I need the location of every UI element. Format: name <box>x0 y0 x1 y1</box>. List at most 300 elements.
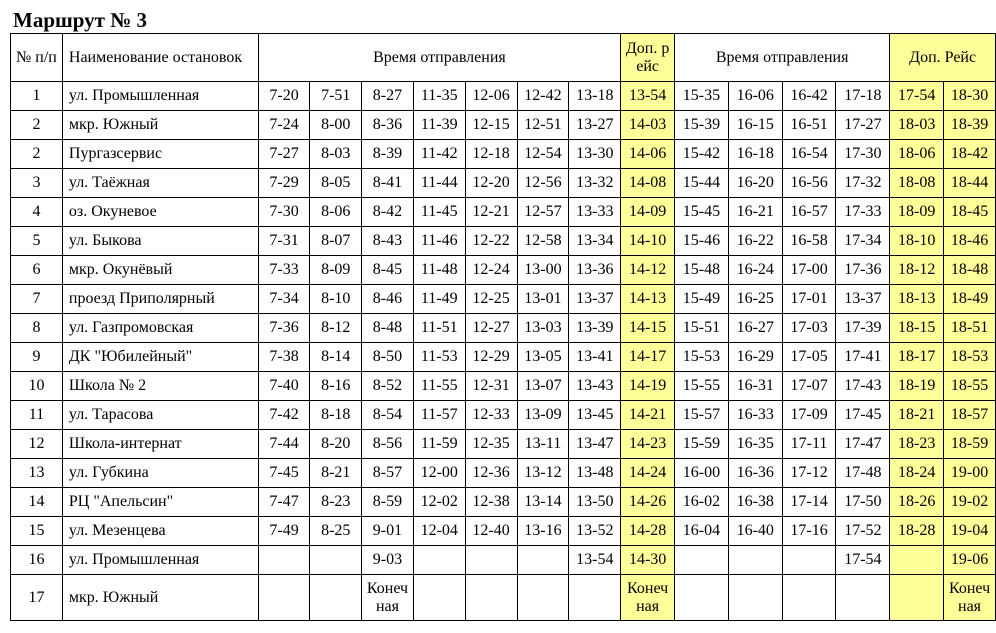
departure-time-cell: 17-12 <box>782 459 836 488</box>
departure-time-cell: 16-04 <box>675 517 729 546</box>
table-row <box>11 169 996 198</box>
departure-time-cell: 16-22 <box>728 227 782 256</box>
departure-time-cell: 11-46 <box>413 227 465 256</box>
departure-time-cell: 8-57 <box>362 459 414 488</box>
table-row <box>11 256 996 285</box>
departure-time-cell: 14-17 <box>621 343 675 372</box>
departure-time-cell: 13-01 <box>517 285 569 314</box>
departure-time-cell: 18-30 <box>944 82 996 111</box>
departure-time-cell: 9-03 <box>362 546 414 575</box>
departure-time-cell: 11-51 <box>413 314 465 343</box>
departure-time-cell: 17-00 <box>782 256 836 285</box>
table-row <box>11 517 996 546</box>
departure-time-cell <box>413 546 465 575</box>
departure-time-cell: 18-53 <box>944 343 996 372</box>
departure-time-cell: 8-14 <box>310 343 362 372</box>
header-num: № п/п <box>11 34 63 82</box>
departure-time-cell: Конечная <box>362 575 414 621</box>
departure-time-cell: 8-00 <box>310 111 362 140</box>
table-row <box>11 459 996 488</box>
departure-time-cell: 12-02 <box>413 488 465 517</box>
departure-time-cell: 17-18 <box>836 82 890 111</box>
stop-name: ул. Мезенцева <box>62 517 258 546</box>
departure-time-cell: 12-56 <box>517 169 569 198</box>
departure-time-cell: 12-51 <box>517 111 569 140</box>
departure-time-cell: 13-11 <box>517 430 569 459</box>
departure-time-cell: 18-51 <box>944 314 996 343</box>
departure-time-cell: 15-42 <box>675 140 729 169</box>
departure-time-cell: 13-52 <box>569 517 621 546</box>
departure-time-cell: 17-14 <box>782 488 836 517</box>
departure-time-cell <box>890 575 944 621</box>
departure-time-cell: 17-43 <box>836 372 890 401</box>
departure-time-cell: 8-06 <box>310 198 362 227</box>
departure-time-cell: 7-49 <box>258 517 310 546</box>
stop-number: 15 <box>11 517 63 546</box>
departure-time-cell: 17-39 <box>836 314 890 343</box>
departure-time-cell: 16-35 <box>728 430 782 459</box>
departure-time-cell: 14-06 <box>621 140 675 169</box>
departure-time-cell: 13-48 <box>569 459 621 488</box>
departure-time-cell: 17-36 <box>836 256 890 285</box>
departure-time-cell: 11-57 <box>413 401 465 430</box>
departure-time-cell <box>890 546 944 575</box>
departure-time-cell: 18-13 <box>890 285 944 314</box>
departure-time-cell: 8-54 <box>362 401 414 430</box>
stop-name: мкр. Южный <box>62 111 258 140</box>
departure-time-cell: 14-10 <box>621 227 675 256</box>
departure-time-cell: 19-00 <box>944 459 996 488</box>
stop-number: 14 <box>11 488 63 517</box>
departure-time-cell: 13-43 <box>569 372 621 401</box>
departure-time-cell: 11-42 <box>413 140 465 169</box>
stop-name: ул. Газпромовская <box>62 314 258 343</box>
stop-name: Школа № 2 <box>62 372 258 401</box>
departure-time-cell: 8-16 <box>310 372 362 401</box>
page-title: Маршрут № 3 <box>13 8 148 32</box>
departure-time-cell: 8-46 <box>362 285 414 314</box>
departure-time-cell: 13-14 <box>517 488 569 517</box>
departure-time-cell: 13-18 <box>569 82 621 111</box>
departure-time-cell: 7-42 <box>258 401 310 430</box>
stop-number: 8 <box>11 314 63 343</box>
departure-time-cell: 17-48 <box>836 459 890 488</box>
departure-time-cell: 13-00 <box>517 256 569 285</box>
departure-time-cell: 13-54 <box>569 546 621 575</box>
departure-time-cell <box>310 575 362 621</box>
departure-time-cell: 15-44 <box>675 169 729 198</box>
departure-time-cell: 18-10 <box>890 227 944 256</box>
departure-time-cell: 17-54 <box>836 546 890 575</box>
departure-time-cell: 16-36 <box>728 459 782 488</box>
departure-time-cell: 15-49 <box>675 285 729 314</box>
departure-time-cell: 12-21 <box>465 198 517 227</box>
header-extra-trip-2: Доп. Рейс <box>890 34 996 82</box>
stop-number: 10 <box>11 372 63 401</box>
departure-time-cell: 13-09 <box>517 401 569 430</box>
departure-time-cell: 8-50 <box>362 343 414 372</box>
departure-time-cell: 18-03 <box>890 111 944 140</box>
departure-time-cell: 12-40 <box>465 517 517 546</box>
departure-time-cell: 13-27 <box>569 111 621 140</box>
table-row <box>11 430 996 459</box>
departure-time-cell <box>310 546 362 575</box>
stop-name: мкр. Окунёвый <box>62 256 258 285</box>
departure-time-cell: 18-15 <box>890 314 944 343</box>
departure-time-cell: 11-55 <box>413 372 465 401</box>
departure-time-cell: 15-57 <box>675 401 729 430</box>
departure-time-cell: 14-23 <box>621 430 675 459</box>
departure-time-cell: 11-44 <box>413 169 465 198</box>
departure-time-cell: 13-34 <box>569 227 621 256</box>
departure-time-cell: 13-32 <box>569 169 621 198</box>
stop-name: ул. Губкина <box>62 459 258 488</box>
table-row <box>11 401 996 430</box>
departure-time-cell: 18-19 <box>890 372 944 401</box>
departure-time-cell: 16-57 <box>782 198 836 227</box>
stop-name: Пургазсервис <box>62 140 258 169</box>
departure-time-cell: 12-35 <box>465 430 517 459</box>
departure-time-cell <box>465 546 517 575</box>
departure-time-cell: 12-27 <box>465 314 517 343</box>
departure-time-cell <box>675 575 729 621</box>
header-stop-name: Наименование остановок <box>62 34 258 82</box>
departure-time-cell: 18-12 <box>890 256 944 285</box>
departure-time-cell: 13-30 <box>569 140 621 169</box>
stop-name: ул. Таёжная <box>62 169 258 198</box>
departure-time-cell: 16-54 <box>782 140 836 169</box>
departure-time-cell: 16-56 <box>782 169 836 198</box>
departure-time-cell: 11-48 <box>413 256 465 285</box>
departure-time-cell: 8-59 <box>362 488 414 517</box>
table-row <box>11 140 996 169</box>
departure-time-cell: 18-49 <box>944 285 996 314</box>
departure-time-cell: 12-20 <box>465 169 517 198</box>
departure-time-cell: 17-30 <box>836 140 890 169</box>
departure-time-cell: 7-27 <box>258 140 310 169</box>
departure-time-cell: 16-25 <box>728 285 782 314</box>
departure-time-cell: 18-44 <box>944 169 996 198</box>
schedule-table <box>10 33 996 621</box>
table-row <box>11 314 996 343</box>
departure-time-cell: 11-45 <box>413 198 465 227</box>
departure-time-cell: 13-03 <box>517 314 569 343</box>
departure-time-cell <box>465 575 517 621</box>
departure-time-cell: 18-48 <box>944 256 996 285</box>
departure-time-cell: 17-32 <box>836 169 890 198</box>
departure-time-cell: 17-52 <box>836 517 890 546</box>
departure-time-cell: 7-33 <box>258 256 310 285</box>
departure-time-cell: 15-45 <box>675 198 729 227</box>
departure-time-cell: Конечная <box>621 575 675 621</box>
header-departure-time-2: Время отправления <box>675 34 890 82</box>
departure-time-cell: 7-31 <box>258 227 310 256</box>
header-extra-trip-1: Доп. рейс <box>621 34 675 82</box>
departure-time-cell: 14-19 <box>621 372 675 401</box>
departure-time-cell: 16-15 <box>728 111 782 140</box>
departure-time-cell: 14-24 <box>621 459 675 488</box>
departure-time-cell: 12-04 <box>413 517 465 546</box>
header-departure-time-1: Время отправления <box>258 34 621 82</box>
departure-time-cell: 17-47 <box>836 430 890 459</box>
departure-time-cell: 14-28 <box>621 517 675 546</box>
table-row <box>11 198 996 227</box>
departure-time-cell: 8-48 <box>362 314 414 343</box>
departure-time-cell <box>675 546 729 575</box>
departure-time-cell: 17-41 <box>836 343 890 372</box>
departure-time-cell: 12-24 <box>465 256 517 285</box>
table-row <box>11 372 996 401</box>
departure-time-cell: 16-38 <box>728 488 782 517</box>
departure-time-cell: 14-15 <box>621 314 675 343</box>
departure-time-cell: 14-30 <box>621 546 675 575</box>
departure-time-cell: 17-11 <box>782 430 836 459</box>
departure-time-cell: 8-27 <box>362 82 414 111</box>
departure-time-cell: 12-54 <box>517 140 569 169</box>
departure-time-cell: 18-28 <box>890 517 944 546</box>
departure-time-cell: 7-30 <box>258 198 310 227</box>
departure-time-cell: 16-51 <box>782 111 836 140</box>
departure-time-cell: 17-45 <box>836 401 890 430</box>
departure-time-cell: 15-51 <box>675 314 729 343</box>
departure-time-cell: 8-42 <box>362 198 414 227</box>
departure-time-cell: 16-18 <box>728 140 782 169</box>
departure-time-cell: 12-31 <box>465 372 517 401</box>
stop-number: 6 <box>11 256 63 285</box>
departure-time-cell: 13-37 <box>836 285 890 314</box>
departure-time-cell: 12-57 <box>517 198 569 227</box>
departure-time-cell: 17-54 <box>890 82 944 111</box>
stop-number: 2 <box>11 140 63 169</box>
departure-time-cell: 8-21 <box>310 459 362 488</box>
departure-time-cell: 7-44 <box>258 430 310 459</box>
departure-time-cell: 18-42 <box>944 140 996 169</box>
stop-number: 12 <box>11 430 63 459</box>
stop-name: ДК "Юбилейный" <box>62 343 258 372</box>
stop-number: 17 <box>11 575 63 621</box>
departure-time-cell: 7-47 <box>258 488 310 517</box>
departure-time-cell: 18-59 <box>944 430 996 459</box>
departure-time-cell: 18-39 <box>944 111 996 140</box>
stop-name: ул. Промышленная <box>62 82 258 111</box>
departure-time-cell: 12-18 <box>465 140 517 169</box>
departure-time-cell: 15-59 <box>675 430 729 459</box>
stop-name: проезд Приполярный <box>62 285 258 314</box>
departure-time-cell <box>517 546 569 575</box>
departure-time-cell: 14-26 <box>621 488 675 517</box>
departure-time-cell: 7-36 <box>258 314 310 343</box>
departure-time-cell: 13-33 <box>569 198 621 227</box>
departure-time-cell: 14-08 <box>621 169 675 198</box>
departure-time-cell: 8-09 <box>310 256 362 285</box>
stop-number: 13 <box>11 459 63 488</box>
departure-time-cell: 12-58 <box>517 227 569 256</box>
departure-time-cell: 13-37 <box>569 285 621 314</box>
departure-time-cell: 18-46 <box>944 227 996 256</box>
departure-time-cell: 16-06 <box>728 82 782 111</box>
departure-time-cell: 11-49 <box>413 285 465 314</box>
departure-time-cell <box>258 546 310 575</box>
departure-time-cell <box>782 575 836 621</box>
table-row <box>11 488 996 517</box>
stop-name: ул. Промышленная <box>62 546 258 575</box>
stop-name: ул. Быкова <box>62 227 258 256</box>
departure-time-cell: 17-16 <box>782 517 836 546</box>
departure-time-cell: 8-39 <box>362 140 414 169</box>
departure-time-cell: 16-24 <box>728 256 782 285</box>
stop-number: 4 <box>11 198 63 227</box>
departure-time-cell: 18-17 <box>890 343 944 372</box>
departure-time-cell <box>728 546 782 575</box>
departure-time-cell: 12-29 <box>465 343 517 372</box>
departure-time-cell <box>836 575 890 621</box>
departure-time-cell: 12-38 <box>465 488 517 517</box>
table-row <box>11 227 996 256</box>
departure-time-cell: 17-03 <box>782 314 836 343</box>
departure-time-cell: 8-25 <box>310 517 362 546</box>
departure-time-cell: 12-33 <box>465 401 517 430</box>
departure-time-cell: 16-20 <box>728 169 782 198</box>
departure-time-cell: 16-29 <box>728 343 782 372</box>
departure-time-cell: 8-56 <box>362 430 414 459</box>
departure-time-cell: 16-58 <box>782 227 836 256</box>
departure-time-cell: 18-08 <box>890 169 944 198</box>
departure-time-cell: 15-39 <box>675 111 729 140</box>
departure-time-cell: 18-45 <box>944 198 996 227</box>
departure-time-cell: 13-05 <box>517 343 569 372</box>
departure-time-cell: 13-07 <box>517 372 569 401</box>
departure-time-cell: 14-09 <box>621 198 675 227</box>
departure-time-cell: 14-03 <box>621 111 675 140</box>
departure-time-cell: 15-55 <box>675 372 729 401</box>
departure-time-cell <box>413 575 465 621</box>
header-row <box>11 34 996 82</box>
table-row <box>11 546 996 575</box>
departure-time-cell: 11-59 <box>413 430 465 459</box>
departure-time-cell: 18-26 <box>890 488 944 517</box>
departure-time-cell: 17-01 <box>782 285 836 314</box>
departure-time-cell: 8-03 <box>310 140 362 169</box>
table-row <box>11 111 996 140</box>
departure-time-cell: 13-47 <box>569 430 621 459</box>
stop-number: 3 <box>11 169 63 198</box>
departure-time-cell: 17-07 <box>782 372 836 401</box>
departure-time-cell: 13-45 <box>569 401 621 430</box>
departure-time-cell: 17-27 <box>836 111 890 140</box>
departure-time-cell: 16-21 <box>728 198 782 227</box>
departure-time-cell: 16-27 <box>728 314 782 343</box>
departure-time-cell: 17-09 <box>782 401 836 430</box>
departure-time-cell: 13-16 <box>517 517 569 546</box>
stop-number: 11 <box>11 401 63 430</box>
departure-time-cell <box>782 546 836 575</box>
departure-time-cell: 11-35 <box>413 82 465 111</box>
departure-time-cell: 11-53 <box>413 343 465 372</box>
departure-time-cell: 17-50 <box>836 488 890 517</box>
departure-time-cell: 13-54 <box>621 82 675 111</box>
departure-time-cell: 14-12 <box>621 256 675 285</box>
departure-time-cell: Конечная <box>944 575 996 621</box>
departure-time-cell: 16-40 <box>728 517 782 546</box>
stop-number: 9 <box>11 343 63 372</box>
stop-name: мкр. Южный <box>62 575 258 621</box>
departure-time-cell: 7-40 <box>258 372 310 401</box>
departure-time-cell: 18-24 <box>890 459 944 488</box>
departure-time-cell: 8-07 <box>310 227 362 256</box>
departure-time-cell: 19-04 <box>944 517 996 546</box>
departure-time-cell: 7-34 <box>258 285 310 314</box>
departure-time-cell <box>258 575 310 621</box>
departure-time-cell: 8-12 <box>310 314 362 343</box>
departure-time-cell: 7-38 <box>258 343 310 372</box>
departure-time-cell: 15-46 <box>675 227 729 256</box>
departure-time-cell: 15-35 <box>675 82 729 111</box>
departure-time-cell: 19-02 <box>944 488 996 517</box>
departure-time-cell: 8-10 <box>310 285 362 314</box>
departure-time-cell: 12-06 <box>465 82 517 111</box>
departure-time-cell: 18-09 <box>890 198 944 227</box>
departure-time-cell: 12-00 <box>413 459 465 488</box>
schedule-body <box>11 82 996 621</box>
departure-time-cell: 7-45 <box>258 459 310 488</box>
departure-time-cell: 7-20 <box>258 82 310 111</box>
departure-time-cell: 8-43 <box>362 227 414 256</box>
departure-time-cell: 8-45 <box>362 256 414 285</box>
departure-time-cell: 12-25 <box>465 285 517 314</box>
departure-time-cell: 18-57 <box>944 401 996 430</box>
departure-time-cell: 15-48 <box>675 256 729 285</box>
departure-time-cell: 13-12 <box>517 459 569 488</box>
stop-number: 7 <box>11 285 63 314</box>
departure-time-cell: 18-06 <box>890 140 944 169</box>
departure-time-cell: 18-55 <box>944 372 996 401</box>
departure-time-cell: 7-51 <box>310 82 362 111</box>
stop-number: 16 <box>11 546 63 575</box>
stop-name: ул. Тарасова <box>62 401 258 430</box>
stop-name: оз. Окуневое <box>62 198 258 227</box>
departure-time-cell: 9-01 <box>362 517 414 546</box>
departure-time-cell: 19-06 <box>944 546 996 575</box>
departure-time-cell: 12-22 <box>465 227 517 256</box>
departure-time-cell: 8-18 <box>310 401 362 430</box>
departure-time-cell: 18-21 <box>890 401 944 430</box>
stop-number: 5 <box>11 227 63 256</box>
departure-time-cell: 16-00 <box>675 459 729 488</box>
departure-time-cell: 13-39 <box>569 314 621 343</box>
stop-number: 1 <box>11 82 63 111</box>
departure-time-cell: 13-36 <box>569 256 621 285</box>
table-row <box>11 82 996 111</box>
departure-time-cell: 17-33 <box>836 198 890 227</box>
departure-time-cell: 8-23 <box>310 488 362 517</box>
stop-number: 2 <box>11 111 63 140</box>
departure-time-cell: 14-13 <box>621 285 675 314</box>
departure-time-cell: 16-42 <box>782 82 836 111</box>
departure-time-cell: 11-39 <box>413 111 465 140</box>
table-row <box>11 285 996 314</box>
departure-time-cell <box>517 575 569 621</box>
departure-time-cell: 8-20 <box>310 430 362 459</box>
departure-time-cell: 16-33 <box>728 401 782 430</box>
departure-time-cell: 15-53 <box>675 343 729 372</box>
departure-time-cell: 17-05 <box>782 343 836 372</box>
table-row <box>11 343 996 372</box>
departure-time-cell: 8-05 <box>310 169 362 198</box>
departure-time-cell: 7-24 <box>258 111 310 140</box>
departure-time-cell: 12-15 <box>465 111 517 140</box>
departure-time-cell: 13-41 <box>569 343 621 372</box>
departure-time-cell: 17-34 <box>836 227 890 256</box>
